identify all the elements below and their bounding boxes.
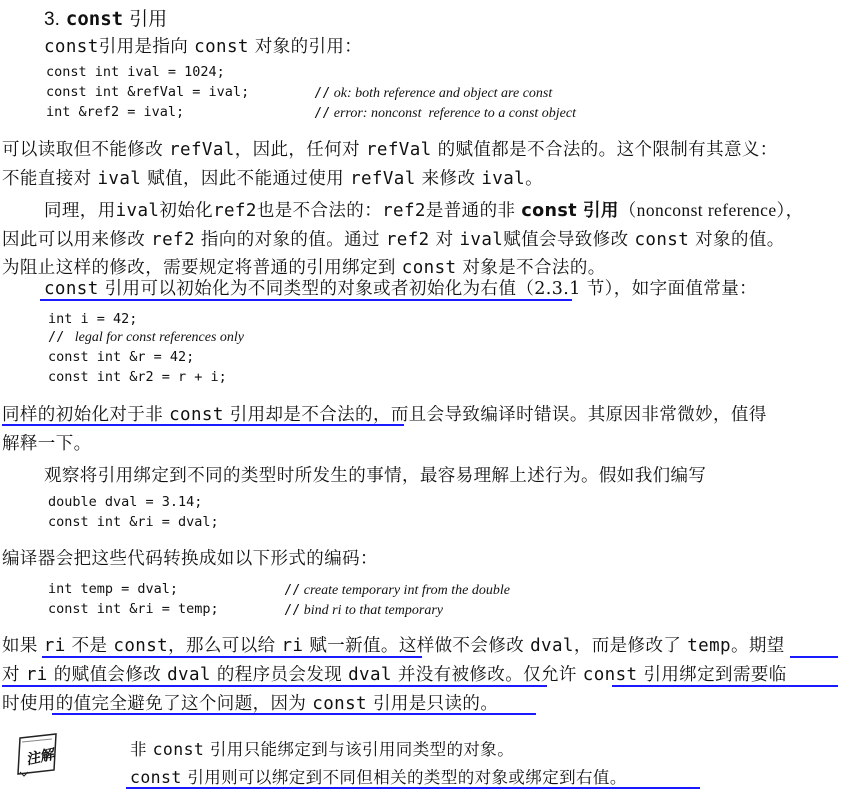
code: ival	[459, 230, 504, 250]
t: 指向的对象的值。通过	[200, 230, 380, 250]
code: const	[634, 230, 690, 250]
t: 对象是不合法的。	[462, 258, 606, 278]
t: 。这样做不会修改	[380, 636, 525, 656]
t: 。仅允许	[505, 665, 577, 685]
code: temp	[687, 636, 731, 656]
t: 是普通的非	[425, 201, 516, 221]
code1-comment3	[314, 105, 576, 122]
t: 为阻止这样的修改，需要规定将普通的引用绑定到	[2, 258, 396, 278]
code: refVal	[350, 169, 416, 189]
code2-line2	[48, 329, 244, 346]
t: （nonconst reference），	[618, 200, 804, 220]
code: ri	[43, 636, 66, 656]
code4-line1: int temp = dval;	[48, 581, 179, 597]
t: 引用可以初始化为不同类型的对象或者初始化为右值	[104, 279, 517, 299]
t: 也是不合法的：	[256, 201, 383, 221]
comment-slash: //	[284, 602, 301, 618]
bold-const: const	[521, 201, 577, 221]
code: ival	[115, 201, 160, 221]
t: 因此可以用来修改	[2, 230, 146, 250]
t: 同理，用	[44, 201, 116, 221]
code4-comment2	[284, 602, 443, 619]
t: 同样的初始化对于非	[2, 405, 164, 425]
t: 并没有被修改	[397, 665, 506, 685]
intro-text: 引用是指向	[98, 37, 189, 57]
t: 赋值，因此不能通过使用	[147, 169, 345, 189]
intro-code2: const	[194, 37, 249, 57]
t: 。	[525, 169, 543, 189]
t: 引用却是不合法的	[229, 405, 373, 425]
underline-para3	[40, 299, 572, 301]
comment-text2: reference to a const object	[428, 106, 576, 121]
code: ival	[97, 169, 142, 189]
code3-line1: double dval = 3.14;	[48, 494, 203, 510]
para4-line1	[2, 401, 767, 426]
code: refVal	[365, 140, 432, 160]
t: 对	[2, 665, 20, 685]
comment-slash: //	[314, 105, 331, 121]
para5-line: 观察将引用绑定到不同的类型时所发生的事情，最容易理解上述行为。假如我们编写	[44, 466, 707, 486]
code: dval	[167, 665, 211, 685]
t: 。期望	[730, 636, 785, 656]
comment-text: error: nonconst	[333, 106, 422, 121]
code: ref2	[213, 201, 257, 221]
code: const	[169, 405, 224, 425]
t: 如果	[2, 636, 38, 656]
comment-kw: const	[522, 86, 553, 101]
t: 不能直接对	[2, 169, 92, 189]
para6-line: 编译器会把这些代码转换成如以下形式的编码：	[2, 549, 378, 569]
code: ri	[25, 665, 48, 685]
code1-comment2	[314, 85, 552, 102]
t: 引用则可以绑定到不同但相关的类型的对象或绑定到右值。	[187, 768, 627, 787]
comment-slash: //	[48, 329, 65, 345]
heading-number: 3.	[44, 9, 60, 30]
comment-text: bind ri to that temporary	[303, 603, 443, 618]
para3-line	[44, 275, 757, 300]
intro-line	[44, 33, 362, 58]
heading-keyword: const	[65, 8, 124, 30]
code1-line1: const int ival = 1024;	[46, 64, 225, 80]
note-line2	[130, 764, 627, 788]
code: const	[401, 258, 457, 278]
t: 的赋值会修改	[53, 665, 162, 685]
code: refVal	[169, 140, 235, 160]
code4-comment1	[284, 582, 510, 599]
underline-para7-b	[790, 656, 838, 658]
para2-line2	[2, 226, 785, 251]
comment-slash: //	[314, 85, 331, 101]
t: 引用	[582, 201, 619, 221]
code: const	[312, 694, 367, 714]
code: const	[113, 636, 169, 656]
t: ，因此，任何对	[234, 140, 361, 160]
t: 非	[130, 740, 147, 759]
t: 引用是只读的。	[372, 694, 499, 714]
underline-note	[126, 787, 700, 789]
t: 引用只能绑定到与该引用同类型的对象。	[209, 740, 515, 759]
comment-text: legal for const references only	[74, 330, 245, 345]
t: 可以读取但不能修改	[2, 140, 164, 160]
comment-text: create temporary int from the double	[303, 583, 510, 598]
t: 的程序员会发现	[216, 665, 343, 685]
t: 初始化	[159, 201, 214, 221]
code: ref2	[151, 230, 195, 250]
t: （2.3.1 节），如字面值常量：	[516, 279, 757, 299]
para7-line2	[2, 661, 787, 686]
t: 引用绑定到需要临	[643, 665, 787, 685]
t: 来修改	[421, 169, 476, 189]
code: const	[130, 768, 182, 787]
code1-line3: int &ref2 = ival;	[46, 104, 185, 120]
t: 时使用的值完全避免了这个问题，因为	[2, 694, 307, 714]
t: 赋值会导致修改	[503, 230, 629, 250]
intro-text2: 对象的引用：	[254, 37, 363, 57]
code: dval	[348, 665, 392, 685]
underline-para7-c	[2, 685, 547, 687]
para1-line2	[2, 165, 543, 190]
para4-line2: 解释一下。	[2, 434, 92, 454]
code1-line2: const int &refVal = ival;	[46, 84, 250, 100]
code2-line1: int i = 42;	[48, 311, 138, 327]
t: 不是	[71, 636, 108, 656]
comment-text: ok: both reference and object are	[333, 86, 520, 101]
code: dval	[530, 636, 574, 656]
code: ref2	[385, 230, 430, 250]
t: ，而且会导致编译时错误。其原因非常微妙，值得	[372, 405, 767, 425]
t: 对	[435, 230, 454, 250]
t: ，而是修改了	[573, 636, 682, 656]
note-icon-text: 注解	[24, 746, 56, 769]
code: const	[152, 740, 205, 759]
underline-para7-a	[42, 656, 422, 658]
t: ，那么可以给	[168, 636, 276, 656]
intro-code: const	[44, 37, 99, 57]
comment-slash: //	[284, 582, 301, 598]
underline-para7-e	[52, 713, 536, 715]
section-heading	[44, 4, 167, 31]
t: 赋一新值	[309, 636, 381, 656]
code2-line4: const int &r2 = r + i;	[48, 369, 227, 385]
underline-para7-d	[612, 685, 838, 687]
t: 对象的值。	[695, 230, 785, 250]
code3-line2: const int &ri = dval;	[48, 514, 219, 530]
para2-line1	[44, 197, 804, 222]
code2-line3: const int &r = 42;	[48, 349, 195, 365]
code: ref2	[382, 201, 426, 221]
code: const	[582, 665, 638, 685]
code: ri	[281, 636, 304, 656]
para7-line3	[2, 690, 498, 715]
code: ival	[481, 169, 526, 189]
note-pencil-icon	[14, 730, 62, 778]
para7-line1	[2, 632, 785, 657]
heading-text: 引用	[129, 8, 168, 30]
code4-line2: const int &ri = temp;	[48, 601, 219, 617]
para1-line1	[2, 136, 778, 161]
code: const	[44, 279, 99, 299]
t: 的赋值都是不合法的。这个限制有其意义：	[437, 140, 778, 160]
note-line1	[130, 736, 514, 760]
underline-para4	[2, 424, 404, 426]
